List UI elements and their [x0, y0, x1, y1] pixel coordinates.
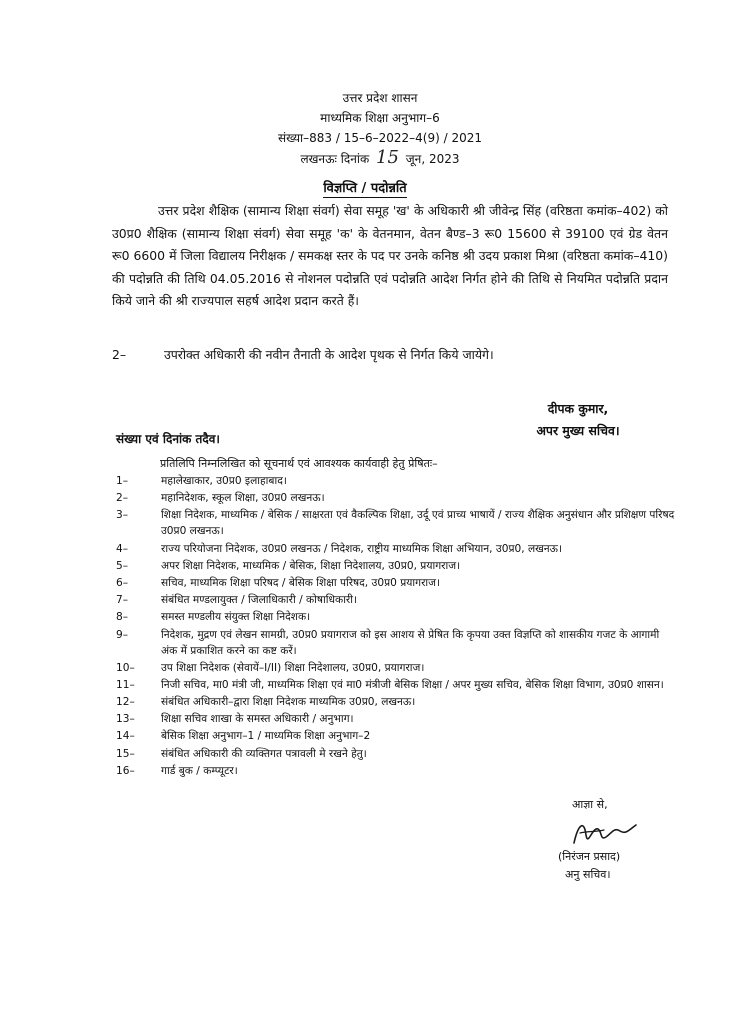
list-item: 14– बेसिक शिक्षा अनुभाग–1 / माध्यमिक शिक्षा अनुभाग–2 [116, 730, 371, 743]
header-date [250, 148, 510, 169]
signatory-block [508, 398, 648, 442]
list-item: 5– अपर शिक्षा निदेशक, माध्यमिक / बेसिक, शिक्षा निदेशालय, उ0प्र0, प्रयागराज। [116, 559, 461, 572]
list-item: 11– निजी सचिव, मा0 मंत्री जी, माध्यमिक शिक्षा एवं मा0 मंत्रीजी बेसिक शिक्षा / अपर मुख्य सचिव, बेसिक शिक्षा विभाग, उ0प्र0 शासन। [116, 678, 664, 691]
document-title: विज्ञप्ति / पदोन्नति [323, 181, 407, 196]
list-item: 7– संबंधित मण्डलायुक्त / जिलाधिकारी / कोषाधिकारी। [116, 594, 358, 607]
list-item: 1– महालेखाकार, उ0प्र0 इलाहाबाद। [116, 475, 287, 487]
list-item: 8– समस्त मण्डलीय संयुक्त शिक्षा निदेशक। [116, 611, 311, 624]
by-order-text: आज्ञा से, [572, 798, 608, 811]
header-section: माध्यमिक शिक्षा अनुभाग–6 [320, 111, 440, 125]
copy-to-intro: प्रतिलिपि निम्नलिखित को सूचनार्थ एवं आवश्यक कार्यवाही हेतु प्रेषितः– [160, 457, 438, 470]
letter-header [250, 88, 510, 169]
main-order-paragraph: उत्तर प्रदेश शैक्षिक (सामान्य शिक्षा संवर्ग) सेवा समूह 'ख' के अधिकारी श्री जीवेन्द्र सिंह (वरिष्ठता कमांक–402) को उ0प्र0 शैक्षिक (सामान्य शिक्षा संवर्ग) सेवा समूह 'क' के वेतनमान, वेतन बैण्ड–3 रू0 15600 से 39100 एवं ग्रेड वेतन रू0 6600 में जिला विद्यालय निरीक्षक / समकक्ष स्तर के पद पर उनके कनिष्ठ श्री उदय प्रकाश मिश्रा (वरिष्ठता कमांक–410) की पदोन्नति की तिथि 04.05.2016 से नोशनल पदोन्नति एवं पदोन्नति आदेश निर्गत होने की तिथि से नियमित पदोन्नति प्रदान किये जाने की श्री राज्यपाल सहर्ष आदेश प्रदान करते हैं। [112, 203, 668, 309]
list-item: 6– सचिव, माध्यमिक शिक्षा परिषद / बेसिक शिक्षा परिषद, उ0प्र0 प्रयागराज। [116, 576, 441, 589]
date-day-handwritten: 15 [376, 147, 399, 168]
paragraph-number: 2– [112, 347, 127, 362]
copy-recipient-list [116, 473, 676, 780]
list-item: 9– निदेशक, मुद्रण एवं लेखन सामग्री, उ0प्र0 प्रयागराज को इस आशय से प्रेषित कि कृपया उक्त विज्ञप्ति को शासकीय गजट के आगामी अंक में प्रकाशित करने का कष्ट करें। [116, 628, 660, 657]
list-item: 4– राज्य परियोजना निदेशक, उ0प्र0 लखनऊ / निदेशक, राष्ट्रीय माध्यमिक शिक्षा अभियान, उ0प्र0, लखनऊ। [116, 542, 563, 555]
second-paragraph [112, 344, 668, 366]
paragraph-text: उपरोक्त अधिकारी की नवीन तैनाती के आदेश पृथक से निर्गत किये जायेगे। [163, 347, 494, 362]
header-government: उत्तर प्रदेश शासन [342, 91, 418, 105]
reference-same-date: संख्या एवं दिनांक तदैव। [116, 432, 220, 446]
undersecretary-designation: अनु सचिव। [565, 868, 611, 881]
date-prefix: लखनऊः दिनांक [300, 152, 370, 166]
list-item: 15– संबंधित अधिकारी की व्यक्तिगत पत्रावली मे रखने हेतु। [116, 747, 367, 760]
list-item: 10– उप शिक्षा निदेशक (सेवायें–I/II) शिक्षा निदेशालय, उ0प्र0, प्रयागराज। [116, 661, 425, 674]
signatory-name: दीपक कुमार, [547, 401, 609, 416]
list-item: 12– संबंधित अधिकारी–द्वारा शिक्षा निदेशक माध्यमिक उ0प्र0, लखनऊ। [116, 696, 416, 709]
date-suffix: जून, 2023 [405, 152, 460, 166]
list-item: 13– शिक्षा सचिव शाखा के समस्त अधिकारी / अनुभाग। [116, 713, 354, 726]
signatory-designation: अपर मुख्य सचिव। [536, 423, 620, 438]
list-item: 3– शिक्षा निदेशक, माध्यमिक / बेसिक / साक्षरता एवं वैकल्पिक शिक्षा, उर्दू एवं प्राच्य भाषायें / राज्य शैक्षिक अनुसंधान और प्रशिक्षण परिषद उ0प्र0 लखनऊ। [116, 509, 675, 538]
list-item: 2– महानिदेशक, स्कूल शिक्षा, उ0प्र0 लखनऊ। [116, 492, 325, 505]
header-reference-number: संख्या–883 / 15–6–2022–4(9) / 2021 [277, 131, 483, 145]
handwritten-signature [570, 813, 640, 851]
undersecretary-name: (निरंजन प्रसाद) [558, 850, 621, 863]
list-item: 16– गार्ड बुक / कम्प्यूटर। [116, 764, 238, 777]
